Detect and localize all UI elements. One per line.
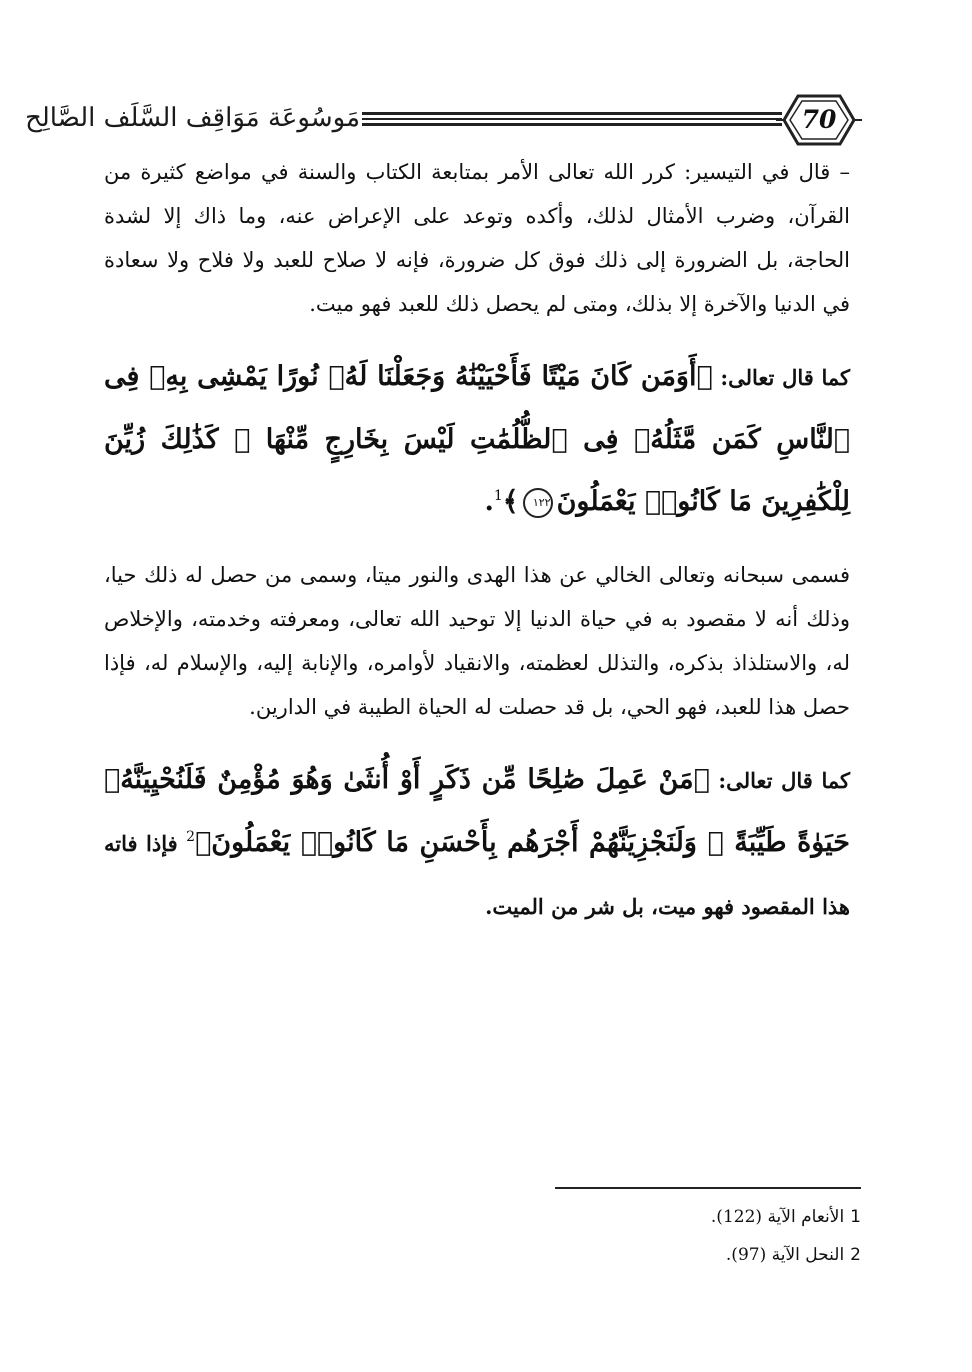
- page-number-frame: [776, 88, 862, 152]
- footnote-separator: [555, 1187, 861, 1189]
- paragraph-tail: فإذا فاته هذا المقصود فهو ميت، بل شر من الميت.: [104, 831, 850, 919]
- page-header: [25, 88, 862, 152]
- verse-close-bracket: ﴾: [502, 486, 519, 517]
- footnote: [555, 1236, 861, 1274]
- footnote-number: 2: [850, 1245, 861, 1265]
- ayah-end-marker: ١٢٢: [523, 488, 553, 518]
- book-title: مَوسُوعَة مَوَاقِف السَّلَف الصَّالِح: [25, 103, 360, 133]
- footnote-text: النحل الآية (97).: [725, 1245, 845, 1265]
- footnote-ref: 1: [493, 488, 503, 504]
- page-number: 70: [801, 105, 837, 134]
- verse-intro: كما قال تعالى:: [709, 768, 850, 793]
- quran-verse-paragraph: [104, 749, 850, 938]
- main-text: [104, 150, 850, 938]
- verse-period: .: [484, 486, 494, 517]
- footnote: [555, 1198, 861, 1236]
- header-rule-line: [362, 112, 782, 115]
- quran-verse: ﴿مَنْ عَمِلَ صَٰلِحًا مِّن ذَكَرٍ أَوْ أُنثَىٰ وَهُوَ مُؤْمِنٌ فَلَنُحْيِيَنَّهُۥ حَيَوٰةً طَيِّبَةً ۖ وَلَنَجْزِيَنَّهُمْ أَجْرَهُم بِأَحْسَنِ مَا كَانُوا۟ يَعْمَلُونَ﴾: [104, 764, 850, 858]
- verse-intro: كما قال تعالى:: [712, 365, 850, 390]
- footnotes: [555, 1198, 861, 1274]
- quran-verse: ﴿أَوَمَن كَانَ مَيْتًا فَأَحْيَيْنَٰهُ وَجَعَلْنَا لَهُۥ نُورًا يَمْشِى بِهِۦ فِى ٱلنَّاسِ كَمَن مَّثَلُهُۥ فِى ٱلظُّلُمَٰتِ لَيْسَ بِخَارِجٍ مِّنْهَا ۚ كَذَٰلِكَ زُيِّنَ لِلْكَٰفِرِينَ مَا كَانُوا۟ يَعْمَلُونَ: [104, 361, 850, 517]
- footnote-ref: 2: [186, 829, 196, 845]
- header-rule-line: [362, 118, 782, 120]
- quran-verse-paragraph: [104, 346, 850, 533]
- footnote-text: الأنعام الآية (122).: [710, 1207, 845, 1227]
- paragraph: – قال في التيسير: كرر الله تعالى الأمر بمتابعة الكتاب والسنة في مواضع كثيرة من القرآن، وضرب الأمثال لذلك، وأكده وتوعد على الإعراض عنه، وما ذاك إلا لشدة الحاجة، بل الضرورة إلى ذلك فوق كل ضرورة، فإنه لا صلاح للعبد ولا فلاح ولا سعادة في الدنيا والآخرة إلا بذلك، ومتى لم يحصل ذلك للعبد فهو ميت.: [104, 160, 850, 316]
- footnote-number: 1: [850, 1207, 861, 1227]
- paragraph: فسمى سبحانه وتعالى الخالي عن هذا الهدى والنور ميتا، وسمى من حصل له ذلك حيا، وذلك أنه لا مقصود به في حياة الدنيا إلا توحيد الله تعالى، ومعرفته وخدمته، والإخلاص له، والاستلذاذ بذكره، والتذلل لعظمته، والانقياد لأوامره، والإنابة إليه، والإسلام له، فإذا حصل هذا للعبد، فهو الحي، بل قد حصلت له الحياة الطيبة في الدارين.: [104, 563, 850, 719]
- header-rule-line: [362, 123, 782, 126]
- header-rule: [362, 112, 782, 126]
